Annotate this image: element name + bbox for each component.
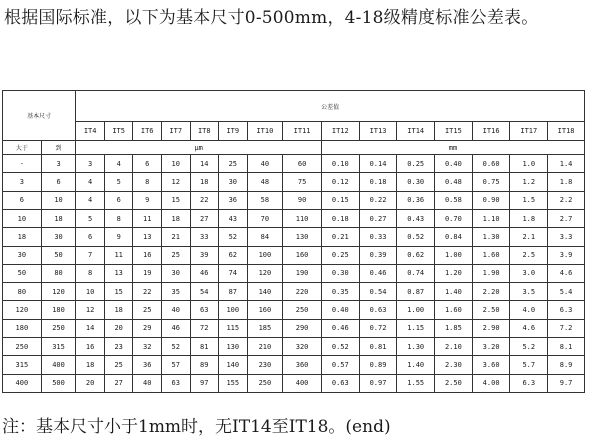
tolerance-cell: 3.60 [472,356,510,374]
table-row [3,191,585,209]
tolerance-cell: 74 [219,264,248,282]
tolerance-cell: 3.5 [510,283,548,301]
tolerance-cell: 46 [161,319,190,337]
tolerance-cell: 0.40 [435,155,473,173]
tolerance-cell: 5.7 [510,356,548,374]
grade-header-cell: IT12 [321,122,359,141]
tolerance-cell: 3 [76,155,105,173]
to-header: 到 [41,141,76,155]
grade-header-cell: IT5 [104,122,133,141]
tolerance-cell: 81 [190,337,219,355]
tolerance-cell: 35 [161,283,190,301]
tolerance-cell: 15 [161,191,190,209]
tolerance-cell: 1.40 [435,283,473,301]
tolerance-cell: 0.14 [359,155,397,173]
tolerance-cell: 0.89 [359,356,397,374]
tolerance-cell: 60 [283,155,322,173]
tolerance-cell: 36 [219,191,248,209]
tolerance-cell: 0.18 [359,173,397,191]
size-to-cell: 315 [41,337,76,355]
size-over-cell: 10 [3,209,42,227]
tolerance-cell: 9 [104,228,133,246]
tolerance-cell: 25 [161,246,190,264]
tolerance-cell: 155 [219,374,248,392]
tolerance-cell: 2.20 [472,283,510,301]
table-row [3,246,585,264]
tolerance-cell: 140 [219,356,248,374]
tolerance-cell: 2.50 [435,374,473,392]
tolerance-cell: 360 [283,356,322,374]
tolerance-cell: 220 [283,283,322,301]
size-to-cell: 50 [41,246,76,264]
tolerance-cell: 1.90 [472,264,510,282]
tolerance-cell: 1.60 [435,301,473,319]
tolerance-cell: 2.2 [548,191,585,209]
tolerance-cell: 30 [219,173,248,191]
tolerance-cell: 4.6 [548,264,585,282]
tolerance-cell: 1.10 [472,209,510,227]
tolerance-cell: 0.63 [359,301,397,319]
size-over-cell: 6 [3,191,42,209]
table-row [3,228,585,246]
size-over-cell: 30 [3,246,42,264]
size-over-cell: 120 [3,301,42,319]
size-to-cell: 18 [41,209,76,227]
tolerance-cell: 1.8 [548,173,585,191]
tolerance-cell: 160 [283,246,322,264]
tolerance-cell: 18 [76,356,105,374]
tolerance-cell: 52 [161,337,190,355]
tolerance-cell: 3.9 [548,246,585,264]
tolerance-cell: 10 [161,155,190,173]
tolerance-cell: 15 [104,283,133,301]
tolerance-cell: 0.22 [359,191,397,209]
tolerance-cell: 9 [133,191,162,209]
tolerance-cell: 16 [76,337,105,355]
tolerance-cell: 130 [283,228,322,246]
tolerance-cell: 20 [76,374,105,392]
grade-header-cell: IT10 [247,122,283,141]
tolerance-cell: 1.40 [397,356,435,374]
tolerance-cell: 40 [133,374,162,392]
tolerance-cell: 30 [161,264,190,282]
tolerance-cell: 13 [104,264,133,282]
size-header-label: 基本尺寸 [27,113,52,120]
tolerance-cell: 0.30 [397,173,435,191]
tolerance-cell: 1.15 [397,319,435,337]
tolerance-cell: 18 [190,173,219,191]
tolerance-cell: 16 [133,246,162,264]
tolerance-cell: 89 [190,356,219,374]
tolerance-cell: 6 [76,228,105,246]
size-to-cell: 180 [41,301,76,319]
size-over-cell: - [3,155,42,173]
size-to-cell: 10 [41,191,76,209]
tolerance-cell: 23 [104,337,133,355]
tolerance-cell: 63 [190,301,219,319]
size-header [3,91,76,141]
unit-um: μm [76,141,322,155]
tolerance-cell: 210 [247,337,283,355]
grade-header-cell: IT14 [397,122,435,141]
tolerance-cell: 36 [133,356,162,374]
size-to-cell: 3 [41,155,76,173]
tolerance-cell: 97 [190,374,219,392]
footnote: 注：基本尺寸小于1mm时，无IT14至IT18。(end) [2,417,391,437]
tolerance-cell: 43 [219,209,248,227]
grade-header-cell: IT13 [359,122,397,141]
tolerance-cell: 18 [104,301,133,319]
tolerance-cell: 1.0 [510,155,548,173]
tolerance-cell: 0.72 [359,319,397,337]
tolerance-cell: 8.9 [548,356,585,374]
tolerance-cell: 0.70 [435,209,473,227]
tolerance-cell: 0.46 [321,319,359,337]
tolerance-cell: 84 [247,228,283,246]
tolerance-cell: 20 [104,319,133,337]
tolerance-cell: 290 [283,319,322,337]
tolerance-cell: 190 [283,264,322,282]
tolerance-cell: 8.1 [548,337,585,355]
tolerance-cell: 52 [219,228,248,246]
tolerance-cell: 87 [219,283,248,301]
tolerance-cell: 46 [190,264,219,282]
tolerance-cell: 2.10 [435,337,473,355]
tolerance-cell: 57 [161,356,190,374]
grade-header-cell: IT15 [435,122,473,141]
tolerance-cell: 11 [104,246,133,264]
tolerance-cell: 1.85 [435,319,473,337]
tolerance-cell: 18 [161,209,190,227]
size-to-cell: 400 [41,356,76,374]
tolerance-cell: 6.3 [510,374,548,392]
over-header: 大于 [3,141,42,155]
tolerance-table [2,90,585,393]
grade-header-cell: IT9 [219,122,248,141]
size-over-cell: 250 [3,337,42,355]
grade-header-cell: IT16 [472,122,510,141]
tolerance-cell: 2.50 [472,301,510,319]
table-row [3,264,585,282]
tolerance-cell: 1.55 [397,374,435,392]
tolerance-cell: 0.12 [321,173,359,191]
grade-header-row [3,122,585,141]
tolerance-cell: 0.74 [397,264,435,282]
tolerance-cell: 39 [190,246,219,264]
tolerance-cell: 110 [283,209,322,227]
tolerance-cell: 0.58 [435,191,473,209]
tolerance-cell: 0.43 [397,209,435,227]
tolerance-cell: 100 [247,246,283,264]
tolerance-cell: 58 [247,191,283,209]
tolerance-cell: 7.2 [548,319,585,337]
tolerance-cell: 22 [133,283,162,301]
tolerance-cell: 12 [76,301,105,319]
tolerance-cell: 1.30 [472,228,510,246]
tolerance-cell: 250 [247,374,283,392]
size-to-cell: 30 [41,228,76,246]
tolerance-cell: 40 [161,301,190,319]
table-row [3,173,585,191]
grade-header-cell: IT8 [190,122,219,141]
tolerance-cell: 0.84 [435,228,473,246]
tolerance-cell: 0.27 [359,209,397,227]
tolerance-cell: 2.7 [548,209,585,227]
tolerance-cell: 72 [190,319,219,337]
tolerance-cell: 3.20 [472,337,510,355]
tolerance-cell: 0.21 [321,228,359,246]
tolerance-cell: 1.4 [548,155,585,173]
tolerance-cell: 6.3 [548,301,585,319]
size-over-cell: 50 [3,264,42,282]
tolerance-cell: 4.0 [510,301,548,319]
group-header: 公差值 [76,91,585,122]
tolerance-cell: 9.7 [548,374,585,392]
tolerance-cell: 4 [76,191,105,209]
tolerance-cell: 75 [283,173,322,191]
tolerance-cell: 0.25 [321,246,359,264]
tolerance-cell: 8 [104,209,133,227]
tolerance-cell: 5.4 [548,283,585,301]
size-over-cell: 80 [3,283,42,301]
tolerance-cell: 3.0 [510,264,548,282]
tolerance-cell: 0.52 [397,228,435,246]
tolerance-cell: 2.1 [510,228,548,246]
tolerance-cell: 4.00 [472,374,510,392]
tolerance-cell: 29 [133,319,162,337]
tolerance-cell: 1.00 [435,246,473,264]
tolerance-cell: 400 [283,374,322,392]
grade-header-cell: IT17 [510,122,548,141]
tolerance-cell: 54 [190,283,219,301]
table-row [3,155,585,173]
tolerance-cell: 2.90 [472,319,510,337]
tolerance-cell: 1.00 [397,301,435,319]
size-over-cell: 18 [3,228,42,246]
table-row [3,209,585,227]
tolerance-cell: 0.25 [397,155,435,173]
tolerance-cell: 0.52 [321,337,359,355]
tolerance-cell: 6 [104,191,133,209]
grade-header-cell: IT4 [76,122,105,141]
tolerance-cell: 5.2 [510,337,548,355]
tolerance-cell: 0.97 [359,374,397,392]
tolerance-cell: 0.75 [472,173,510,191]
tolerance-cell: 32 [133,337,162,355]
size-over-cell: 3 [3,173,42,191]
tolerance-cell: 33 [190,228,219,246]
tolerance-cell: 0.60 [472,155,510,173]
tolerance-cell: 2.30 [435,356,473,374]
tolerance-cell: 4 [76,173,105,191]
tolerance-cell: 0.40 [321,301,359,319]
tolerance-cell: 1.60 [472,246,510,264]
table-row [3,319,585,337]
table-row [3,283,585,301]
size-over-cell: 180 [3,319,42,337]
table-row [3,374,585,392]
tolerance-cell: 100 [219,301,248,319]
tolerance-cell: 0.18 [321,209,359,227]
tolerance-cell: 1.2 [510,173,548,191]
tolerance-cell: 40 [247,155,283,173]
tolerance-cell: 19 [133,264,162,282]
tolerance-cell: 8 [133,173,162,191]
size-to-cell: 80 [41,264,76,282]
tolerance-cell: 0.57 [321,356,359,374]
tolerance-cell: 27 [190,209,219,227]
tolerance-cell: 250 [283,301,322,319]
tolerance-cell: 185 [247,319,283,337]
grade-header-cell: IT7 [161,122,190,141]
tolerance-cell: 1.5 [510,191,548,209]
tolerance-cell: 0.48 [435,173,473,191]
tolerance-cell: 10 [76,283,105,301]
tolerance-cell: 0.87 [397,283,435,301]
table-row [3,356,585,374]
tolerance-cell: 0.36 [397,191,435,209]
tolerance-cell: 120 [247,264,283,282]
size-to-cell: 120 [41,283,76,301]
size-over-cell: 315 [3,356,42,374]
table-row [3,301,585,319]
tolerance-cell: 0.15 [321,191,359,209]
tolerance-cell: 0.62 [397,246,435,264]
tolerance-cell: 6 [133,155,162,173]
tolerance-cell: 25 [133,301,162,319]
tolerance-cell: 8 [76,264,105,282]
tolerance-cell: 62 [219,246,248,264]
tolerance-cell: 1.8 [510,209,548,227]
tolerance-cell: 25 [104,356,133,374]
size-to-cell: 6 [41,173,76,191]
tolerance-cell: 0.90 [472,191,510,209]
tolerance-cell: 21 [161,228,190,246]
tolerance-cell: 160 [247,301,283,319]
table-row [3,337,585,355]
unit-mm: mm [321,141,584,155]
tolerance-cell: 130 [219,337,248,355]
tolerance-cell: 0.46 [359,264,397,282]
tolerance-cell: 14 [190,155,219,173]
tolerance-cell: 25 [219,155,248,173]
tolerance-cell: 12 [161,173,190,191]
tolerance-cell: 115 [219,319,248,337]
grade-header-cell: IT6 [133,122,162,141]
tolerance-cell: 5 [76,209,105,227]
tolerance-cell: 0.10 [321,155,359,173]
tolerance-cell: 5 [104,173,133,191]
tolerance-cell: 0.33 [359,228,397,246]
tolerance-cell: 0.35 [321,283,359,301]
tolerance-cell: 230 [247,356,283,374]
tolerance-cell: 27 [104,374,133,392]
tolerance-cell: 63 [161,374,190,392]
tolerance-cell: 1.20 [435,264,473,282]
tolerance-cell: 0.54 [359,283,397,301]
tolerance-cell: 48 [247,173,283,191]
grade-header-cell: IT11 [283,122,322,141]
tolerance-cell: 0.39 [359,246,397,264]
tolerance-cell: 3.3 [548,228,585,246]
tolerance-cell: 22 [190,191,219,209]
tolerance-cell: 4.6 [510,319,548,337]
tolerance-cell: 320 [283,337,322,355]
tolerance-cell: 2.5 [510,246,548,264]
intro-paragraph: 根据国际标准，以下为基本尺寸0-500mm，4-18级精度标准公差表。 [4,8,539,28]
size-to-cell: 250 [41,319,76,337]
grade-header-cell: IT18 [548,122,585,141]
tolerance-cell: 90 [283,191,322,209]
tolerance-cell: 11 [133,209,162,227]
size-to-cell: 500 [41,374,76,392]
size-over-cell: 400 [3,374,42,392]
tolerance-cell: 0.81 [359,337,397,355]
tolerance-cell: 1.30 [397,337,435,355]
tolerance-cell: 14 [76,319,105,337]
tolerance-cell: 4 [104,155,133,173]
table-body [3,155,585,393]
tolerance-cell: 140 [247,283,283,301]
tolerance-cell: 7 [76,246,105,264]
tolerance-cell: 0.30 [321,264,359,282]
tolerance-cell: 0.63 [321,374,359,392]
tolerance-cell: 13 [133,228,162,246]
tolerance-cell: 70 [247,209,283,227]
